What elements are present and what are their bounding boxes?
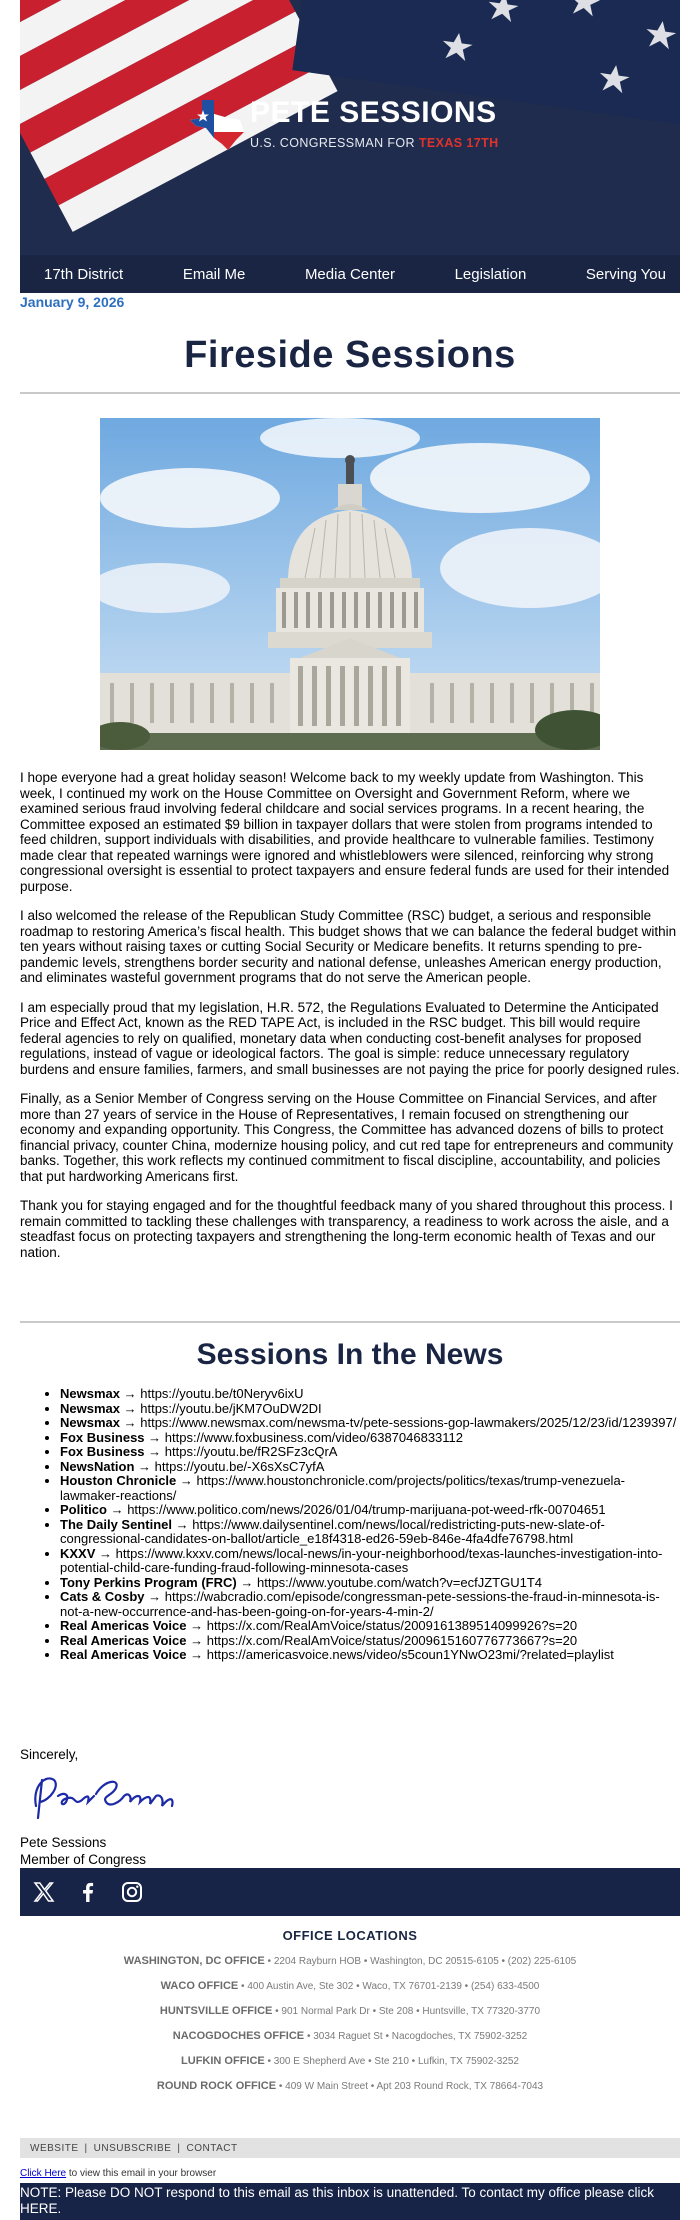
news-arrow: → bbox=[190, 1647, 204, 1662]
news-source: Tony Perkins Program (FRC) bbox=[60, 1574, 237, 1590]
news-item bbox=[60, 1619, 680, 1634]
news-source: Houston Chronicle bbox=[60, 1473, 177, 1488]
news-url-link[interactable]: https://youtu.be/-X6sXsC7yfA bbox=[154, 1458, 325, 1474]
office-label: WACO OFFICE bbox=[160, 1980, 239, 1992]
news-url-link[interactable]: https://www.newsmax.com/newsma-tv/pete-sessions-gop-lawmakers/2025/12/23/id/1239397/ bbox=[140, 1415, 677, 1430]
divider bbox=[20, 392, 680, 394]
view-in-browser-text: to view this email in your browser bbox=[68, 2168, 217, 2179]
news-source: Newsmax bbox=[60, 1386, 120, 1401]
news-arrow: → bbox=[175, 1516, 189, 1532]
x-icon[interactable] bbox=[32, 1880, 56, 1904]
news-url-link[interactable]: https://americasvoice.news/video/s5coun1YNwO23mi/?related=playlist bbox=[206, 1647, 614, 1662]
news-url-link[interactable]: https://www.politico.com/news/2026/01/04/trump-marijuana-pot-weed-rfk-00704651 bbox=[127, 1502, 606, 1517]
news-url-link[interactable]: https://youtu.be/t0Neryv6ixU bbox=[140, 1386, 304, 1401]
news-item bbox=[60, 1387, 680, 1402]
footer-unsubscribe-link[interactable]: UNSUBSCRIBE bbox=[93, 2142, 172, 2154]
news-url-link[interactable]: https://www.kxxv.com/news/local-news/in-your-neighborhood/texas-launches-investigation-into-potential-child-care-funding-fraud-following-minnesota-cases bbox=[60, 1545, 663, 1575]
news-source: Politico bbox=[60, 1502, 107, 1517]
instagram-icon[interactable] bbox=[120, 1880, 144, 1904]
news-arrow: → bbox=[179, 1473, 193, 1488]
divider bbox=[20, 1321, 680, 1323]
news-arrow: → bbox=[123, 1415, 137, 1430]
news-item bbox=[60, 1460, 680, 1475]
news-arrow: → bbox=[123, 1400, 137, 1416]
news-source: Real Americas Voice bbox=[60, 1647, 187, 1662]
office-location bbox=[20, 2055, 680, 2067]
news-arrow: → bbox=[148, 1589, 162, 1604]
header-banner bbox=[20, 0, 680, 255]
office-locations-title: OFFICE LOCATIONS bbox=[282, 1928, 418, 1943]
nav-media-center[interactable]: Media Center bbox=[304, 265, 395, 283]
facebook-icon[interactable] bbox=[76, 1880, 100, 1904]
news-source: KXXV bbox=[60, 1545, 96, 1561]
news-url-link[interactable]: https://www.dailysentinel.com/news/local/redistricting-puts-new-slate-of-congressional-candidates-on-ballot/article_e18f4318-ed26-59eb-846e-4fa4dfe76798.html bbox=[60, 1516, 605, 1546]
newsletter-title: Fireside Sessions bbox=[184, 334, 516, 376]
news-source: Fox Business bbox=[60, 1444, 145, 1459]
nav-17th-district[interactable]: 17th District bbox=[44, 265, 124, 283]
office-location bbox=[20, 2030, 680, 2042]
news-arrow: → bbox=[148, 1429, 162, 1445]
news-source: Newsmax bbox=[60, 1415, 120, 1430]
logo-name: PETE SESSIONS bbox=[250, 96, 497, 129]
news-item bbox=[60, 1590, 680, 1619]
signer-role: Member of Congress bbox=[20, 1852, 147, 1867]
news-url-link[interactable]: https://x.com/RealAmVoice/status/2009161389514099926?s=20 bbox=[206, 1618, 578, 1633]
news-arrow: → bbox=[99, 1545, 113, 1561]
office-location bbox=[20, 2005, 680, 2017]
news-source: Fox Business bbox=[60, 1429, 145, 1445]
nav-serving-you[interactable]: Serving You bbox=[585, 265, 666, 283]
top-nav bbox=[20, 255, 680, 293]
news-url-link[interactable]: https://youtu.be/fR2SFz3cQrA bbox=[164, 1444, 338, 1459]
body-paragraph: I am especially proud that my legislation, H.R. 572, the Regulations Evaluated to Determine the Anticipated Price and Effect Act, known as the RED TAPE Act, is included in the RSC budget. This bill would require federal agencies to rely on qualified, monetary data when conducting cost-benefit analyses for proposed regulations, instead of vague or ideological factors. The goal is simple: reduce unnecessary regulatory burdens and ensure families, farmers, and small businesses are not paying the price for poorly designed rules. bbox=[20, 999, 680, 1077]
news-source: Real Americas Voice bbox=[60, 1618, 187, 1633]
office-label: WASHINGTON, DC OFFICE bbox=[123, 1955, 265, 1967]
logo-subtitle bbox=[250, 136, 499, 150]
news-source: Cats & Cosby bbox=[60, 1589, 145, 1604]
office-detail: • 2204 Rayburn HOB • Washington, DC 20515-6105 • (202) 225-6105 bbox=[267, 1956, 577, 1967]
news-list bbox=[20, 1387, 680, 1663]
newsletter-body bbox=[20, 770, 680, 1274]
office-label: LUFKIN OFFICE bbox=[181, 2055, 265, 2067]
office-label: ROUND ROCK OFFICE bbox=[156, 2080, 277, 2092]
news-arrow: → bbox=[110, 1502, 124, 1517]
news-url-link[interactable]: https://wabcradio.com/episode/congressman-pete-sessions-the-fraud-in-minnesota-is-not-a-new-occurrence-and-has-been-going-on-for-years-4-min-2/ bbox=[60, 1589, 660, 1619]
news-source: NewsNation bbox=[60, 1458, 135, 1474]
news-arrow: → bbox=[190, 1632, 204, 1648]
news-source: The Daily Sentinel bbox=[60, 1516, 172, 1532]
news-item bbox=[60, 1474, 680, 1503]
news-item bbox=[60, 1547, 680, 1576]
office-detail: • 3034 Raguet St • Nacogdoches, TX 75902-3252 bbox=[306, 2031, 528, 2042]
office-detail: • 901 Normal Park Dr • Ste 208 • Huntsville, TX 77320-3770 bbox=[275, 2006, 541, 2017]
texas-flag-icon bbox=[188, 98, 246, 152]
news-url-link[interactable]: https://www.foxbusiness.com/video/6387046833112 bbox=[164, 1429, 464, 1445]
footer-links bbox=[20, 2138, 680, 2158]
view-in-browser-link[interactable]: Click Here bbox=[20, 2168, 67, 2179]
news-source: Real Americas Voice bbox=[60, 1632, 187, 1648]
signature-image bbox=[24, 1766, 184, 1826]
news-arrow: → bbox=[138, 1458, 152, 1474]
news-item bbox=[60, 1445, 680, 1460]
contact-office-link[interactable]: NOTE: Please DO NOT respond to this email as this inbox is unattended. To contact my office please click HERE. bbox=[20, 2185, 655, 2216]
office-location bbox=[20, 2080, 680, 2092]
footer-website-link[interactable]: WEBSITE bbox=[30, 2142, 79, 2154]
footer-separator: | bbox=[177, 2142, 181, 2154]
signer-name: Pete Sessions bbox=[20, 1835, 107, 1850]
social-bar bbox=[20, 1868, 680, 1916]
news-item bbox=[60, 1416, 680, 1431]
news-item bbox=[60, 1648, 680, 1663]
newsletter-date: January 9, 2026 bbox=[20, 294, 125, 310]
office-label: HUNTSVILLE OFFICE bbox=[159, 2005, 273, 2017]
news-url-link[interactable]: https://www.houstonchronicle.com/projects/politics/texas/trump-venezuela-lawmaker-reactions/ bbox=[60, 1473, 625, 1503]
office-location bbox=[20, 1955, 680, 1967]
office-detail: • 400 Austin Ave, Ste 302 • Waco, TX 76701-2139 • (254) 633-4500 bbox=[241, 1981, 540, 1992]
nav-email-me[interactable]: Email Me bbox=[182, 265, 246, 283]
news-url-link[interactable]: https://www.youtube.com/watch?v=ecfJZTGU1T4 bbox=[256, 1574, 543, 1590]
news-arrow: → bbox=[240, 1574, 254, 1590]
news-item bbox=[60, 1503, 680, 1518]
body-paragraph: I hope everyone had a great holiday season! Welcome back to my weekly update from Washington. This week, I continued my work on the House Committee on Oversight and Government Reform, where we examined serious fraud involving federal childcare and social services programs. In a recent hearing, the Committee exposed an estimated $9 billion in taxpayer dollars that were stolen from programs intended to feed children, support individuals with disabilities, and provide healthcare to vulnerable families. Testimony made clear that repeated warnings were ignored and whistleblowers were silenced, reinforcing why strong congressional oversight is essential to protect taxpayers and ensure federal funds are used for their intended purpose. bbox=[20, 770, 670, 894]
news-item bbox=[60, 1402, 680, 1417]
news-section-title: Sessions In the News bbox=[196, 1338, 504, 1371]
body-paragraph: Finally, as a Senior Member of Congress serving on the House Committee on Financial Services, and after more than 27 years of service in the House of Representatives, I remain focused on strengthening our economy and expanding opportunity. This Congress, the Committee has advanced dozens of bills to protect financial privacy, counter China, modernize housing policy, and cut red tape for entrepreneurs and community banks. Together, this work reflects my continued commitment to fiscal discipline, accountability, and policies that put hardworking Americans first. bbox=[20, 1091, 674, 1184]
news-item bbox=[60, 1634, 680, 1649]
body-paragraph: Thank you for staying engaged and for the thoughtful feedback many of you shared throughout this process. I remain committed to tackling these challenges with transparency, a readiness to work across the aisle, and a steadfast focus on protecting taxpayers and strengthening the long-term economic health of Texas and our nation. bbox=[20, 1198, 673, 1260]
news-arrow: → bbox=[123, 1386, 137, 1401]
news-item bbox=[60, 1518, 680, 1547]
news-item bbox=[60, 1431, 680, 1446]
logo-subtitle-prefix: U.S. CONGRESSMAN FOR bbox=[250, 136, 415, 150]
office-label: NACOGDOCHES OFFICE bbox=[172, 2030, 305, 2042]
body-paragraph: I also welcomed the release of the Republican Study Committee (RSC) budget, a serious and responsible roadmap to restoring America’s fiscal health. This budget shows that we can balance the federal budget within ten years without raising taxes or cutting Social Security or Medicare benefits. It returns spending to pre-pandemic levels, strengthens border security and national defense, unleashes American energy production, and eliminates wasteful government programs that do not serve the American people. bbox=[20, 908, 677, 985]
office-location bbox=[20, 1980, 680, 1992]
closing-signoff bbox=[20, 1834, 146, 1868]
office-detail: • 300 E Shepherd Ave • Ste 210 • Lufkin, TX 75902-3252 bbox=[267, 2056, 519, 2067]
footer-contact-link[interactable]: CONTACT bbox=[186, 2142, 238, 2154]
news-arrow: → bbox=[148, 1444, 162, 1459]
office-detail: • 409 W Main Street • Apt 203 Round Rock, TX 78664-7043 bbox=[278, 2081, 544, 2092]
news-url-link[interactable]: https://youtu.be/jKM7OuDW2DI bbox=[140, 1400, 322, 1416]
news-arrow: → bbox=[190, 1618, 204, 1633]
closing-sincerely: Sincerely, bbox=[20, 1747, 79, 1762]
news-url-link[interactable]: https://x.com/RealAmVoice/status/2009615160776773667?s=20 bbox=[206, 1632, 578, 1648]
view-in-browser bbox=[20, 2168, 216, 2179]
unattended-inbox-note bbox=[20, 2183, 680, 2220]
news-item bbox=[60, 1576, 680, 1591]
nav-legislation[interactable]: Legislation bbox=[454, 265, 527, 283]
footer-separator: | bbox=[84, 2142, 88, 2154]
capitol-building-image bbox=[100, 418, 600, 750]
pete-sessions-logo bbox=[188, 96, 528, 160]
logo-subtitle-district: TEXAS 17TH bbox=[418, 136, 499, 150]
news-source: Newsmax bbox=[60, 1400, 120, 1416]
